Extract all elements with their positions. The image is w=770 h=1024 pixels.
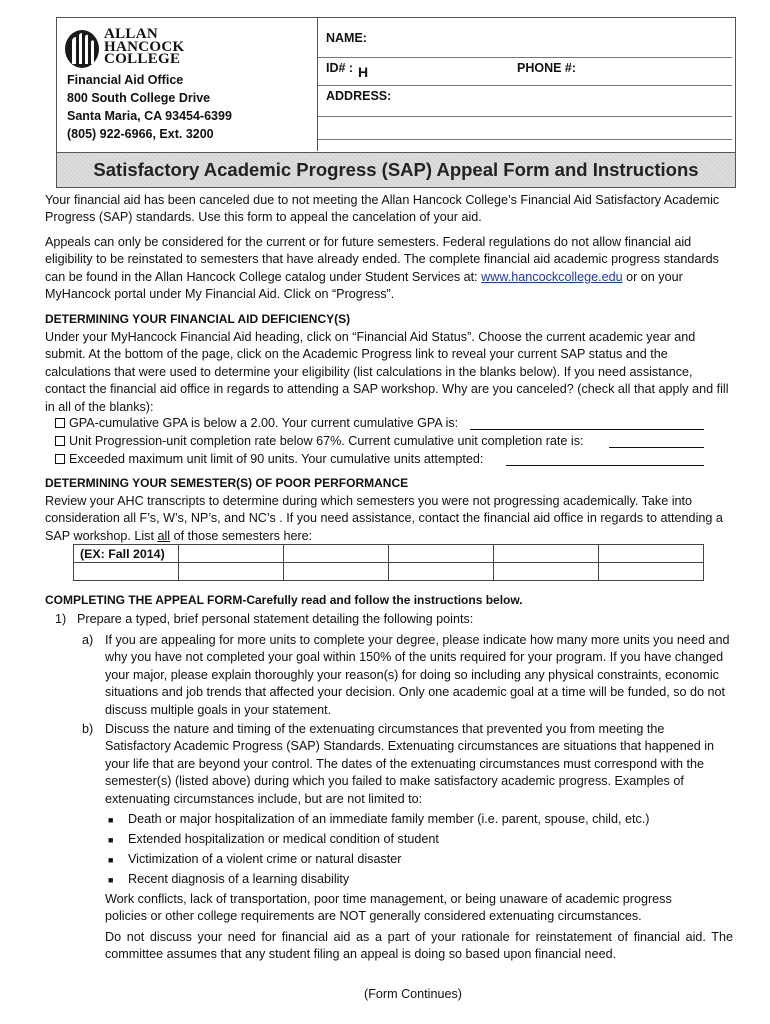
college-logo-mark [64,28,104,70]
logo-line-1: ALLAN [104,26,159,42]
list-item: Victimization of a violent crime or natural disaster [128,852,402,866]
item-b-text: Discuss the nature and timing of the extenuating circumstances that prevented you from meeting the Satisfactory Academic Progress (SAP) Standards. Extenuating circumstances are situations that happened in your life that are beyond your control. The dates of the extenuating circumstances must correspond with the semester(s) (listed above) during which you failed to make satisfactory academic progress. Examples of extenuating circumstances include, but are not limited to: [105,722,715,806]
semester-cell[interactable] [179,563,284,581]
name-line[interactable] [318,57,732,58]
table-row [74,563,704,581]
check-max-units[interactable] [55,451,483,468]
list-item: Recent diagnosis of a learning disability [128,872,350,886]
address-line-2[interactable] [318,139,732,140]
semesters-text-after: of those semesters here: [170,528,313,543]
table-row [74,545,704,563]
gpa-blank[interactable] [470,417,704,430]
check-completion-label: Unit Progression-unit completion rate below 67%. Current cumulative unit completion rate is: [69,434,584,448]
appeals-text: Appeals can only be considered for the current or for future semesters. Federal regulations do not allow financial aid eligibility to be reinstated to semesters that have already ended. The complete financial aid academic progress standards can be found in the Allan Hancock College catalog under Student Services at: [45,235,719,284]
logo-line-2: HANCOCK [104,38,185,55]
page-title: Satisfactory Academic Progress (SAP) Appeal Form and Instructions [93,159,699,180]
office-city: Santa Maria, CA 93454-6399 [67,109,232,123]
address-label: ADDRESS: [326,89,392,103]
semester-cell[interactable] [389,545,494,563]
id-line[interactable] [318,85,732,86]
semesters-text: Review your AHC transcripts to determine during which semesters you were not progressing academically. Take into consideration all F’s, W’s, NP’s, and NC’s . If you need assistance, contact the financial aid office in regards to attending a SAP workshop. List [45,494,723,543]
item-a-text: If you are appealing for more units to complete your degree, please indicate how many more units you need and why you have not completed your goal within 150% of the units required for your program. If you have changed your major, please explain thoroughly your reason(s) for doing so including any physical constraints, economic situations and job trends that affected your decision. Only one academic goal at a time will be funded, so do not discuss multiple goals in your statement. [105,633,730,717]
college-logo [64,28,204,70]
semester-cell[interactable] [599,545,704,563]
bullet-icon: ■ [108,815,114,825]
phone-label: PHONE #: [517,61,577,75]
logo-line-3: COLLEGE [104,51,181,67]
appeals-text-after: or on your MyHancock portal under My Financial Aid. Click on “Progress”. [45,269,683,302]
office-name: Financial Aid Office [67,73,184,87]
item-1-text: Prepare a typed, brief personal statement detailing the following points: [77,612,474,626]
checkbox-gpa[interactable] [55,418,65,428]
not-extenuating-paragraph: Work conflicts, lack of transportation, poor time management, or being unaware of academic progress policies or other college requirements are NOT generally considered extenuating circumstances. [105,892,672,924]
semester-cell[interactable] [494,545,599,563]
semesters-heading: DETERMINING YOUR SEMESTER(S) OF POOR PERFORMANCE [45,476,409,490]
form-continues: (Form Continues) [364,987,462,1001]
no-financial-need-paragraph: Do not discuss your need for financial aid as a part of your rationale for reinstatement of financial aid. The committee assumes that any student filing an appeal is doing so based upon financial need. [105,930,733,962]
check-gpa[interactable] [55,415,458,432]
item-b-label: b) [82,722,94,736]
office-address [67,71,232,143]
deficiency-paragraph: Under your MyHancock Financial Aid heading, click on “Financial Aid Status”. Choose the current academic year and submit. At the bottom of the page, click on the Academic Progress link to reveal your current SAP status and the calculations that were used to determine your eligibility (list calculations in the blanks below). If you need assistance, contact the financial aid office in regards to attending a SAP workshop. Why are you canceled? (check all that apply and fill in all of the blanks): [45,330,729,414]
semester-cell[interactable] [599,563,704,581]
semesters-paragraph [45,493,735,545]
address-line-1[interactable] [318,116,732,117]
check-gpa-label: GPA-cumulative GPA is below a 2.00. Your current cumulative GPA is: [69,416,459,430]
units-blank[interactable] [506,453,704,466]
bullet-icon: ■ [108,835,114,845]
logo-text [104,28,184,66]
semester-cell[interactable] [284,545,389,563]
semester-cell[interactable] [74,563,179,581]
checkbox-max-units[interactable] [55,454,65,464]
name-label: NAME: [326,31,367,45]
semester-cell[interactable] [284,563,389,581]
office-street: 800 South College Drive [67,91,211,105]
semester-cell[interactable] [494,563,599,581]
id-label: ID# : [326,61,354,75]
check-completion[interactable] [55,433,584,450]
list-item: Extended hospitalization or medical condition of student [128,832,439,846]
completing-heading: COMPLETING THE APPEAL FORM-Carefully read and follow the instructions below. [45,593,523,607]
semesters-text-underlined: all [157,528,171,543]
item-a-label: a) [82,633,94,647]
title-box [56,152,736,188]
semester-example-cell: (EX: Fall 2014) [74,545,179,563]
list-item: Death or major hospitalization of an immediate family member (i.e. parent, spouse, child, etc.) [128,812,650,826]
college-website-link[interactable]: www.hancockcollege.edu [481,269,623,284]
semester-cell[interactable] [179,545,284,563]
bullet-icon: ■ [108,855,114,865]
office-phone: (805) 922-6966, Ext. 3200 [67,127,214,141]
completion-blank[interactable] [609,435,704,448]
appeals-paragraph [45,234,730,304]
bullet-icon: ■ [108,875,114,885]
header-divider [317,17,318,151]
id-value[interactable]: H [358,64,369,80]
deficiency-heading: DETERMINING YOUR FINANCIAL AID DEFICIENCY(S) [45,312,351,326]
checkbox-completion[interactable] [55,436,65,446]
item-1-number: 1) [55,612,67,626]
semesters-table [73,544,704,581]
check-max-units-label: Exceeded maximum unit limit of 90 units. Your cumulative units attempted: [69,452,484,466]
intro-paragraph: Your financial aid has been canceled due to not meeting the Allan Hancock College’s Financial Aid Satisfactory Academic Progress (SAP) standards. Use this form to appeal the cancelation of your aid. [45,193,720,225]
semester-cell[interactable] [389,563,494,581]
